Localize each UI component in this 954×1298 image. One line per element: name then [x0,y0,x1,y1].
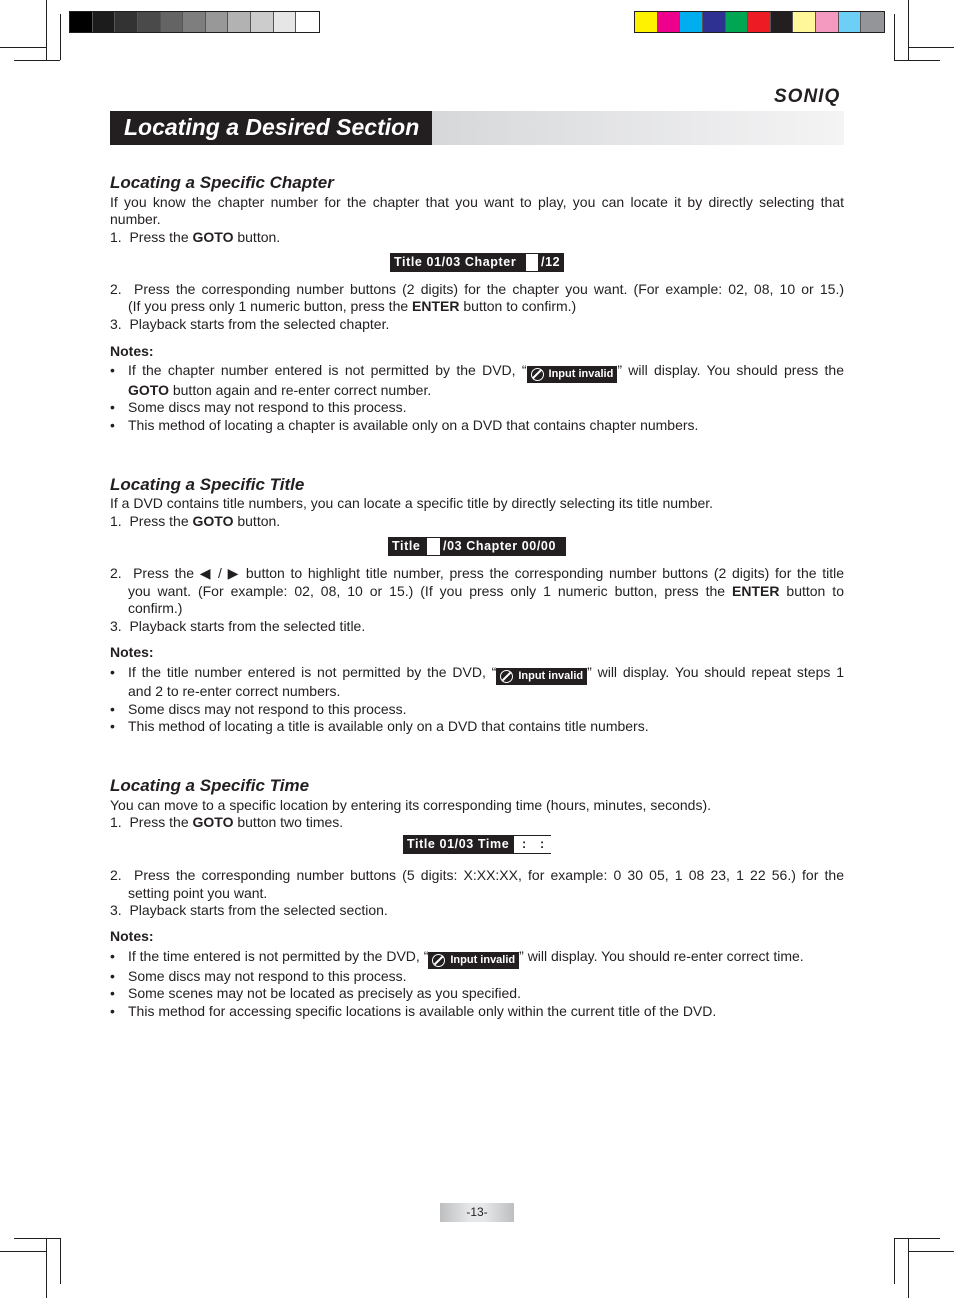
time-note1: If the time entered is not permitted by the DVD, “ Input invalid ” will display. You should re-enter correct time. [128,948,804,967]
page-title: Locating a Desired Section [124,114,420,140]
crop-mark [60,1238,61,1284]
crop-mark [14,1238,60,1239]
color-swatch [70,12,93,32]
osd-input-invalid: Input invalid [428,952,519,969]
bullet: • [110,985,115,1001]
bullet: • [110,1003,115,1019]
crop-mark [908,0,909,60]
crop-mark [46,0,47,60]
chapter-intro-line1: If you know the chapter number for the chapter that you want to play, you can locate it by directly selecting that [110,194,844,210]
color-swatch [93,12,116,32]
chapter-note1: If the chapter number entered is not permitted by the DVD, “ Input invalid ” will display. You should press the [128,362,844,381]
color-swatch [296,12,319,32]
color-swatch [771,12,794,32]
time-step1: 1. Press the GOTO button two times. [110,814,344,830]
color-swatch [726,12,749,32]
bullet: • [110,399,115,415]
osd-chapter-total: /12 [541,255,561,269]
title-step2: 2. Press the ◀ / ▶ button to highlight title number, press the corresponding number buttons (2 digits) for the title [110,565,845,581]
grayscale-calibration-bar [69,11,320,33]
title-step2-cont2: confirm.) [128,600,183,616]
time-step2-cont: setting point you want. [128,885,268,901]
color-swatch [703,12,726,32]
osd-title-label: Title [392,539,421,553]
osd-chapter-label: Title 01/03 Chapter [394,255,517,269]
color-swatch [206,12,229,32]
crop-mark [14,60,60,61]
color-calibration-bar [634,11,885,33]
chapter-note2: Some discs may not respond to this process. [128,399,407,415]
color-swatch [861,12,884,32]
bullet: • [110,701,115,717]
page-number: -13- [440,1203,514,1222]
color-swatch [816,12,839,32]
color-swatch [793,12,816,32]
bullet: • [110,417,115,433]
section-heading-chapter: Locating a Specific Chapter [110,173,334,192]
bullet: • [110,664,115,680]
crop-mark [908,1238,909,1298]
color-swatch [658,12,681,32]
color-swatch [748,12,771,32]
crop-mark [60,14,61,60]
title-step1: 1. Press the GOTO button. [110,513,281,529]
bullet: • [110,948,115,964]
time-step3: 3. Playback starts from the selected section. [110,902,388,918]
osd-title-input [426,537,441,556]
bullet: • [110,362,115,378]
crop-mark [894,14,895,60]
color-swatch [274,12,297,32]
chapter-note1-cont: GOTO button again and re-enter correct number. [128,382,432,398]
prohibited-icon [531,368,544,381]
title-note3: This method of locating a title is available only on a DVD that contains title numbers. [128,718,649,734]
crop-mark [0,47,46,48]
color-swatch [183,12,206,32]
color-swatch [138,12,161,32]
crop-mark [0,1251,46,1252]
section-heading-time: Locating a Specific Time [110,776,310,795]
title-intro: If a DVD contains title numbers, you can locate a specific title by directly selecting its title number. [110,495,714,511]
title-note1-cont: and 2 to re-enter correct numbers. [128,683,341,699]
color-swatch [228,12,251,32]
crop-mark [894,60,940,61]
osd-title-chapter: /03 Chapter 00/00 [443,539,557,553]
color-swatch [635,12,658,32]
time-note2: Some discs may not respond to this process. [128,968,407,984]
color-swatch [161,12,184,32]
title-notes-label: Notes: [110,644,154,660]
color-swatch [680,12,703,32]
color-swatch [115,12,138,32]
color-swatch [839,12,862,32]
chapter-step3: 3. Playback starts from the selected chapter. [110,316,390,332]
osd-time-input: : : [514,835,551,854]
osd-title-goto [388,537,566,556]
time-note4: This method for accessing specific locations is available only within the current title of the DVD. [128,1003,717,1019]
chapter-note3: This method of locating a chapter is available only on a DVD that contains chapter numbers. [128,417,699,433]
title-note1: If the title number entered is not permitted by the DVD, “ Input invalid ” will display. You should repeat steps 1 [128,664,844,683]
osd-chapter-input [525,253,539,272]
time-intro: You can move to a specific location by entering its corresponding time (hours, minutes, seconds). [110,797,712,813]
color-swatch [251,12,274,32]
crop-mark [908,1251,954,1252]
osd-input-invalid: Input invalid [527,366,618,383]
osd-time-goto [403,835,514,854]
crop-mark [894,1238,895,1284]
chapter-step2-cont: (If you press only 1 numeric button, press the ENTER button to confirm.) [128,298,577,314]
bullet: • [110,968,115,984]
brand-logo: SONIQ [774,86,841,107]
osd-time-label: Title 01/03 Time [407,837,510,851]
osd-chapter-goto [390,253,564,272]
time-step2: 2. Press the corresponding number buttons (5 digits: X:XX:XX, for example: 0 30 05, 1 08 23, 1 22 56.) for the [110,867,845,883]
chapter-step2: 2. Press the corresponding number buttons (2 digits) for the chapter you want. (For example: 02, 08, 10 or 15.) [110,281,844,297]
title-note2: Some discs may not respond to this process. [128,701,407,717]
osd-input-invalid: Input invalid [496,668,587,685]
chapter-notes-label: Notes: [110,343,154,359]
time-note3: Some scenes may not be located as precisely as you specified. [128,985,521,1001]
section-heading-title: Locating a Specific Title [110,475,305,494]
title-banner-label [110,111,432,145]
chapter-intro-line2: number. [110,211,161,227]
title-step2-cont: you want. (For example: 02, 08, 10 or 15.) (If you press only 1 numeric button, press the ENTER button to [128,583,844,599]
prohibited-icon [500,670,513,683]
chapter-step1: 1. Press the GOTO button. [110,229,281,245]
crop-mark [894,1238,940,1239]
bullet: • [110,718,115,734]
time-notes-label: Notes: [110,928,154,944]
prohibited-icon [432,954,445,967]
title-step3: 3. Playback starts from the selected title. [110,618,366,634]
crop-mark [46,1238,47,1298]
crop-mark [908,47,954,48]
